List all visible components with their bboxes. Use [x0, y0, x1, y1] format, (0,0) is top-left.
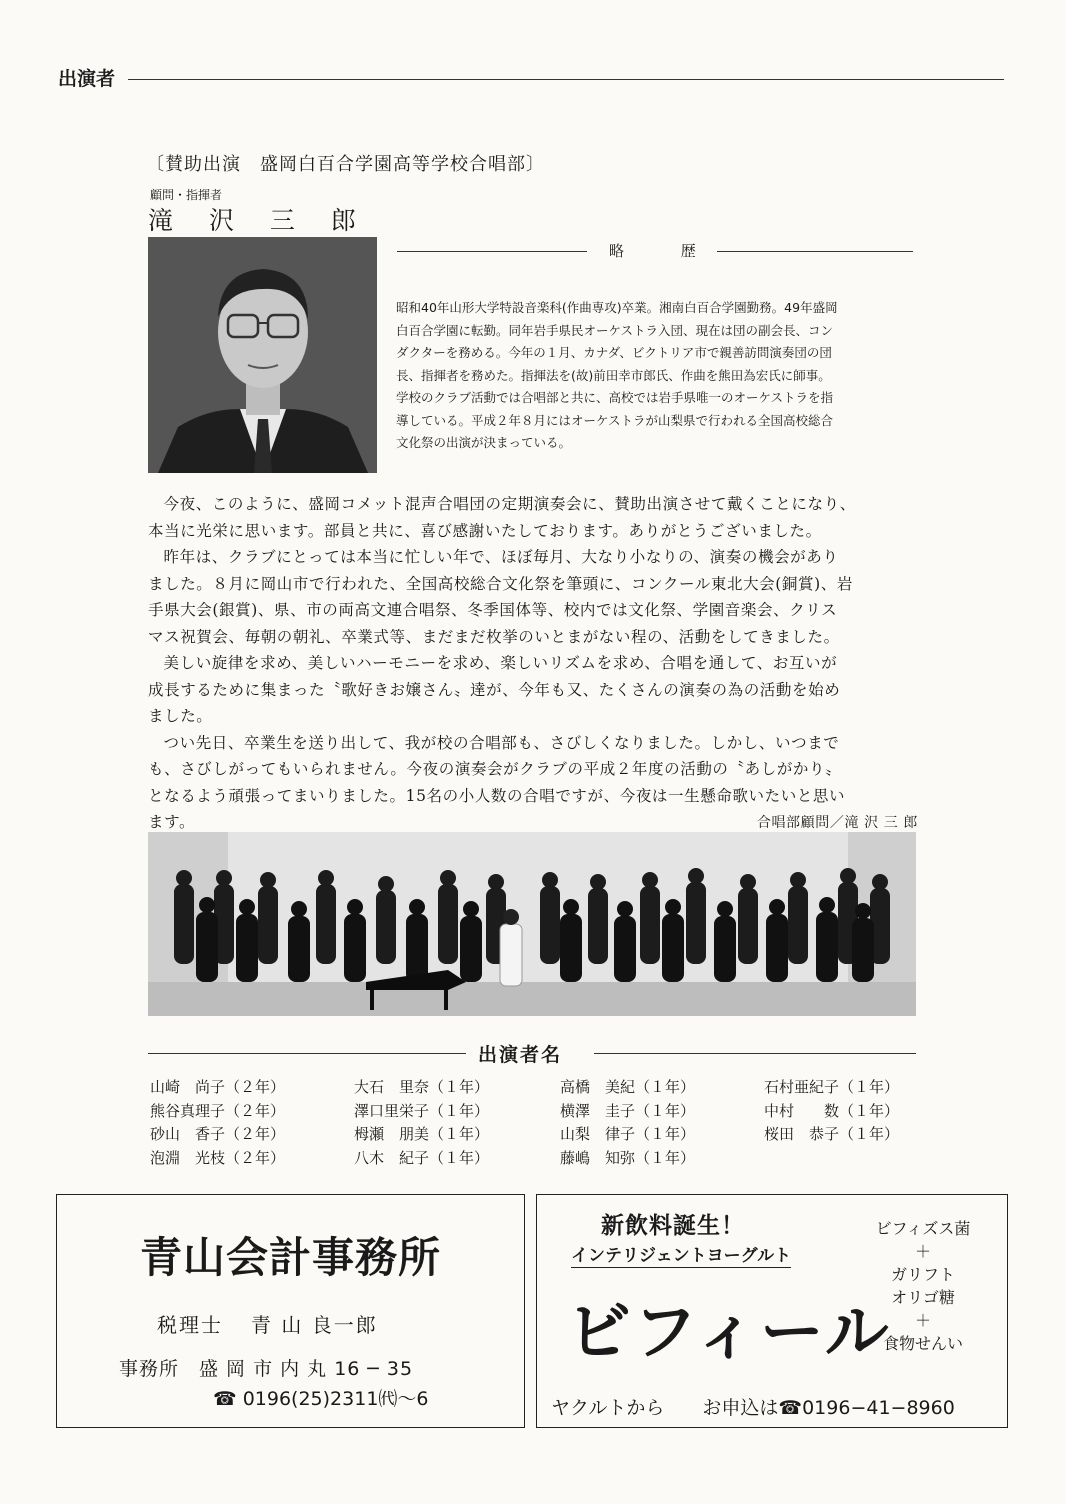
bio-line: ダクターを務める。今年の１月、カナダ、ビクトリア市で親善訪問演奏団の団 — [396, 345, 832, 360]
ad-office-title: 青山会計事務所 — [139, 1233, 441, 1282]
ingredient: ビフィズス菌 — [875, 1219, 971, 1238]
performer-name: 藤嶋 知弥（１年） — [560, 1148, 696, 1167]
message-line: 本当に光栄に思います。部員と共に、喜び感謝いたしております。ありがとうございました。 — [148, 521, 822, 540]
bio-line: 昭和40年山形大学特設音楽科(作曲専攻)卒業。湘南白百合学園勤務。49年盛岡 — [396, 300, 838, 315]
section-label: 出演者 — [58, 68, 116, 90]
message-line: 昨年は、クラブにとっては本当に忙しい年で、ほぼ毎月、大なり小なりの、演奏の機会があり — [163, 548, 839, 566]
performer-name: 山梨 律子（１年） — [560, 1125, 696, 1143]
message-signature: 合唱部顧問／滝 沢 三 郎 — [756, 814, 918, 831]
plus-sign: ＋ — [914, 1242, 931, 1261]
message-line: マス祝賀会、毎朝の朝礼、卒業式等、まだまだ枚挙のいとまがない程の、活動をしてきました。 — [148, 627, 840, 646]
conductor-name: 滝 沢 三 郎 — [148, 206, 370, 235]
ad-office-phone: ☎ 0196(25)2311㈹～6 — [213, 1388, 429, 1410]
performer-name: 桜田 恭子（１年） — [764, 1125, 900, 1143]
greeting-message — [148, 491, 918, 836]
conductor-role: 顧問・指揮者 — [150, 188, 223, 202]
tax-accountant-name: 青 山 良一郎 — [251, 1313, 378, 1337]
bio-line: 導している。平成２年８月にはオーケストラが山梨県で行われる全国高校総合 — [396, 412, 834, 428]
performer-name: 八木 紀子（１年） — [354, 1148, 490, 1167]
message-line: つい先日、卒業生を送り出して、我が校の合唱部も、さびしくなりました。しかし、いつまで — [163, 733, 840, 752]
performer-name: 澤口里栄子（１年） — [354, 1101, 490, 1120]
performers-heading — [148, 1040, 916, 1066]
heading-rule-right — [594, 1053, 916, 1054]
biography-text — [396, 297, 918, 455]
ad-office-address: 事務所 盛 岡 市 内 丸 16 ─ 35 — [119, 1358, 414, 1380]
ingredient: ガリフト — [890, 1265, 955, 1284]
heading-rule-left — [148, 1053, 466, 1054]
performer-name: 栂瀬 朋美（１年） — [354, 1125, 490, 1143]
bio-line: 文化祭の出演が決まっている。 — [396, 435, 572, 450]
message-line: も、さびしがってもいられません。今夜の演奏会がクラブの平成２年度の活動の〝あしがかり〟 — [148, 760, 842, 778]
performer-name: 高橋 美紀（１年） — [560, 1078, 696, 1096]
performer-name: 熊谷真理子（２年） — [150, 1101, 286, 1120]
heading-rule-right — [717, 251, 913, 252]
performer-name: 山崎 尚子（２年） — [150, 1078, 286, 1096]
ad-ingredients — [853, 1217, 993, 1355]
sponsor-heading: 〔賛助出演 盛岡白百合学園高等学校合唱部〕 — [146, 154, 545, 175]
performer-name: 横澤 圭子（１年） — [560, 1101, 696, 1120]
accounting-office-ad — [56, 1194, 525, 1428]
performer-name: 中村 数（１年） — [764, 1101, 900, 1120]
performers-heading-text: 出演者名 — [478, 1044, 563, 1066]
bio-line: 学校のクラブ活動では合唱部と共に、高校では岩手県唯一のオーケストラを指 — [396, 390, 834, 405]
performers-column — [354, 1076, 544, 1170]
performer-name: 石村亜紀子（１年） — [764, 1078, 900, 1096]
biography-heading — [397, 240, 913, 262]
heading-rule-left — [397, 251, 587, 252]
choir-group-photo — [148, 832, 916, 1016]
biography-heading-text: 略 歴 — [609, 242, 722, 260]
bio-line: 白百合学園に転勤。同年岩手県民オーケストラ入団、現在は団の副会長、コン — [396, 322, 834, 338]
yakult-drink-ad — [536, 1194, 1008, 1428]
ad-tax-accountant — [157, 1309, 378, 1338]
message-line: ました。８月に岡山市で行われた、全国高校総合文化祭を筆頭に、コンクール東北大会(銅賞)、岩 — [148, 574, 853, 593]
message-line: 美しい旋律を求め、美しいハーモニーを求め、楽しいリズムを求め、合唱を通して、お互いが — [163, 654, 838, 672]
conductor-portrait-photo — [148, 237, 377, 473]
plus-sign: ＋ — [914, 1311, 931, 1330]
ad-headline: 新飲料誕生！ — [601, 1212, 745, 1239]
message-line: ました。 — [148, 707, 213, 725]
message-line: となるよう頑張ってまいりました。15名の小人数の合唱ですが、今夜は一生懸命歌いたいと思い — [148, 786, 846, 805]
performer-name: 大石 里奈（１年） — [354, 1078, 490, 1096]
ad-order-contact: ヤクルトから お申込は☎0196−41−8960 — [551, 1397, 955, 1419]
message-line: 成長するために集まった〝歌好きお嬢さん〟達が、今年も又、たくさんの演奏の為の活動を始め — [148, 680, 841, 699]
performers-column — [764, 1076, 954, 1147]
ingredient: オリゴ糖 — [891, 1288, 955, 1307]
message-line: 今夜、このように、盛岡コメット混声合唱団の定期演奏会に、賛助出演させて戴くことになり、 — [163, 495, 856, 513]
message-line: ます。 — [148, 813, 196, 831]
ad-brand-logo: ビフィール — [567, 1296, 891, 1370]
tax-accountant-label: 税理士 — [157, 1313, 223, 1337]
message-line: 手県大会(銀賞)、県、市の両高文連合唱祭、冬季国体等、校内では文化祭、学園音楽会、クリス — [148, 601, 838, 619]
performer-name: 泡淵 光枝（２年） — [150, 1148, 286, 1167]
performers-column — [150, 1076, 340, 1170]
ad-subhead: インテリジェントヨーグルト — [571, 1241, 791, 1268]
performers-column — [560, 1076, 750, 1170]
ingredient: 食物せんい — [882, 1334, 963, 1353]
bio-line: 長、指揮者を務めた。指揮法を(故)前田幸市郎氏、作曲を熊田為宏氏に師事。 — [396, 367, 831, 383]
header-rule — [128, 79, 1004, 80]
performer-name: 砂山 香子（２年） — [150, 1125, 286, 1143]
